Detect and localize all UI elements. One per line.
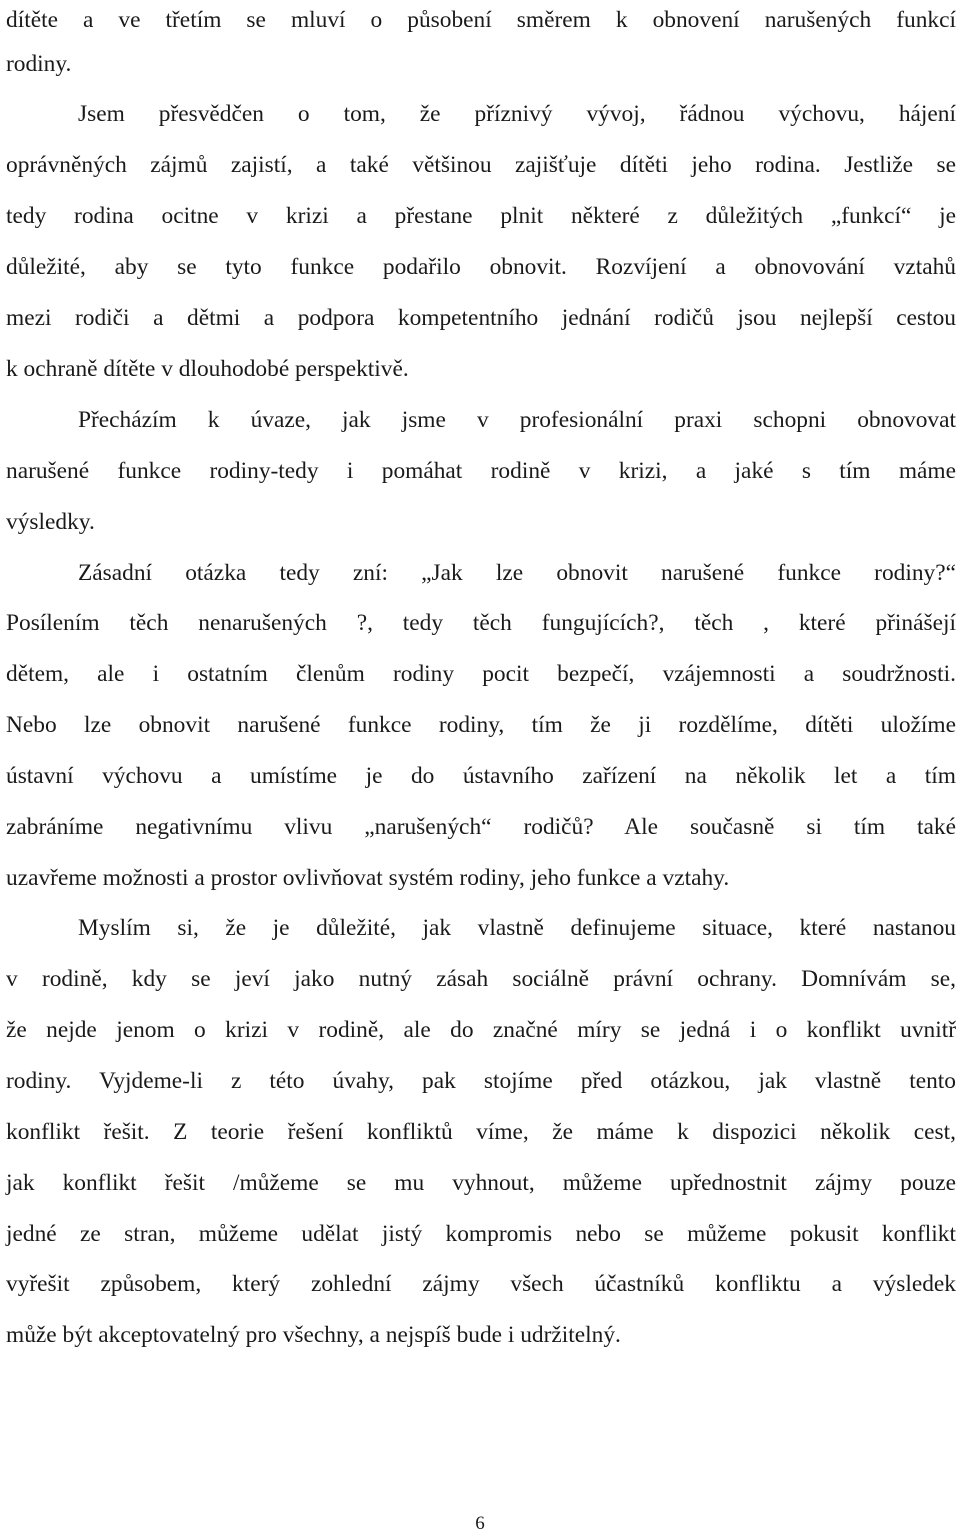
text-line: důležité, aby se tyto funkce podařilo obnovit. Rozvíjení a obnovování vztahů bbox=[6, 254, 956, 280]
text-line: oprávněných zájmů zajistí, a také většinou zajišťuje dítěti jeho rodina. Jestliže se bbox=[6, 152, 956, 178]
text-line: dětem, ale i ostatním členům rodiny pocit bezpečí, vzájemnosti a soudržnosti. bbox=[6, 661, 956, 687]
text-line: narušené funkce rodiny-tedy i pomáhat rodině v krizi, a jaké s tím máme bbox=[6, 458, 956, 484]
text-line: může být akceptovatelný pro všechny, a nejspíš bude i udržitelný. bbox=[6, 1322, 621, 1348]
text-line: jak konflikt řešit /můžeme se mu vyhnout, můžeme upřednostnit zájmy pouze bbox=[6, 1170, 956, 1196]
text-line: Nebo lze obnovit narušené funkce rodiny, tím že ji rozdělíme, dítěti uložíme bbox=[6, 712, 956, 738]
text-line: jedné ze stran, můžeme udělat jistý kompromis nebo se můžeme pokusit konflikt bbox=[6, 1221, 956, 1247]
text-line: Posílením těch nenarušených ?, tedy těch fungujících?, těch , které přinášejí bbox=[6, 610, 956, 636]
text-line: rodiny. bbox=[6, 51, 72, 77]
text-line: rodiny. Vyjdeme-li z této úvahy, pak stojíme před otázkou, jak vlastně tento bbox=[6, 1068, 956, 1094]
page-number: 6 bbox=[475, 1513, 485, 1534]
text-line: dítěte a ve třetím se mluví o působení směrem k obnovení narušených funkcí bbox=[6, 7, 956, 33]
text-line: uzavřeme možnosti a prostor ovlivňovat systém rodiny, jeho funkce a vztahy. bbox=[6, 865, 730, 891]
text-line: k ochraně dítěte v dlouhodobé perspektivě. bbox=[6, 356, 409, 382]
text-line: Myslím si, že je důležité, jak vlastně definujeme situace, které nastanou bbox=[78, 915, 956, 941]
text-line: vyřešit způsobem, který zohlední zájmy všech účastníků konfliktu a výsledek bbox=[6, 1271, 956, 1297]
text-line: Jsem přesvědčen o tom, že příznivý vývoj, řádnou výchovu, hájení bbox=[78, 101, 956, 127]
text-line: zabráníme negativnímu vlivu „narušených“ rodičů? Ale současně si tím také bbox=[6, 814, 956, 840]
text-line: tedy rodina ocitne v krizi a přestane plnit některé z důležitých „funkcí“ je bbox=[6, 203, 956, 229]
text-line: že nejde jenom o krizi v rodině, ale do značné míry se jedná i o konflikt uvnitř bbox=[6, 1017, 956, 1043]
text-line: mezi rodiči a dětmi a podpora kompetentního jednání rodičů jsou nejlepší cestou bbox=[6, 305, 956, 331]
text-line: výsledky. bbox=[6, 509, 95, 535]
text-line: v rodině, kdy se jeví jako nutný zásah sociálně právní ochrany. Domnívám se, bbox=[6, 966, 956, 992]
text-line: konflikt řešit. Z teorie řešení konfliktů víme, že máme k dispozici několik cest, bbox=[6, 1119, 956, 1145]
text-line: Přecházím k úvaze, jak jsme v profesionální praxi schopni obnovovat bbox=[78, 407, 956, 433]
text-line: ústavní výchovu a umístíme je do ústavního zařízení na několik let a tím bbox=[6, 763, 956, 789]
text-line: Zásadní otázka tedy zní: „Jak lze obnovit narušené funkce rodiny?“ bbox=[78, 560, 956, 586]
